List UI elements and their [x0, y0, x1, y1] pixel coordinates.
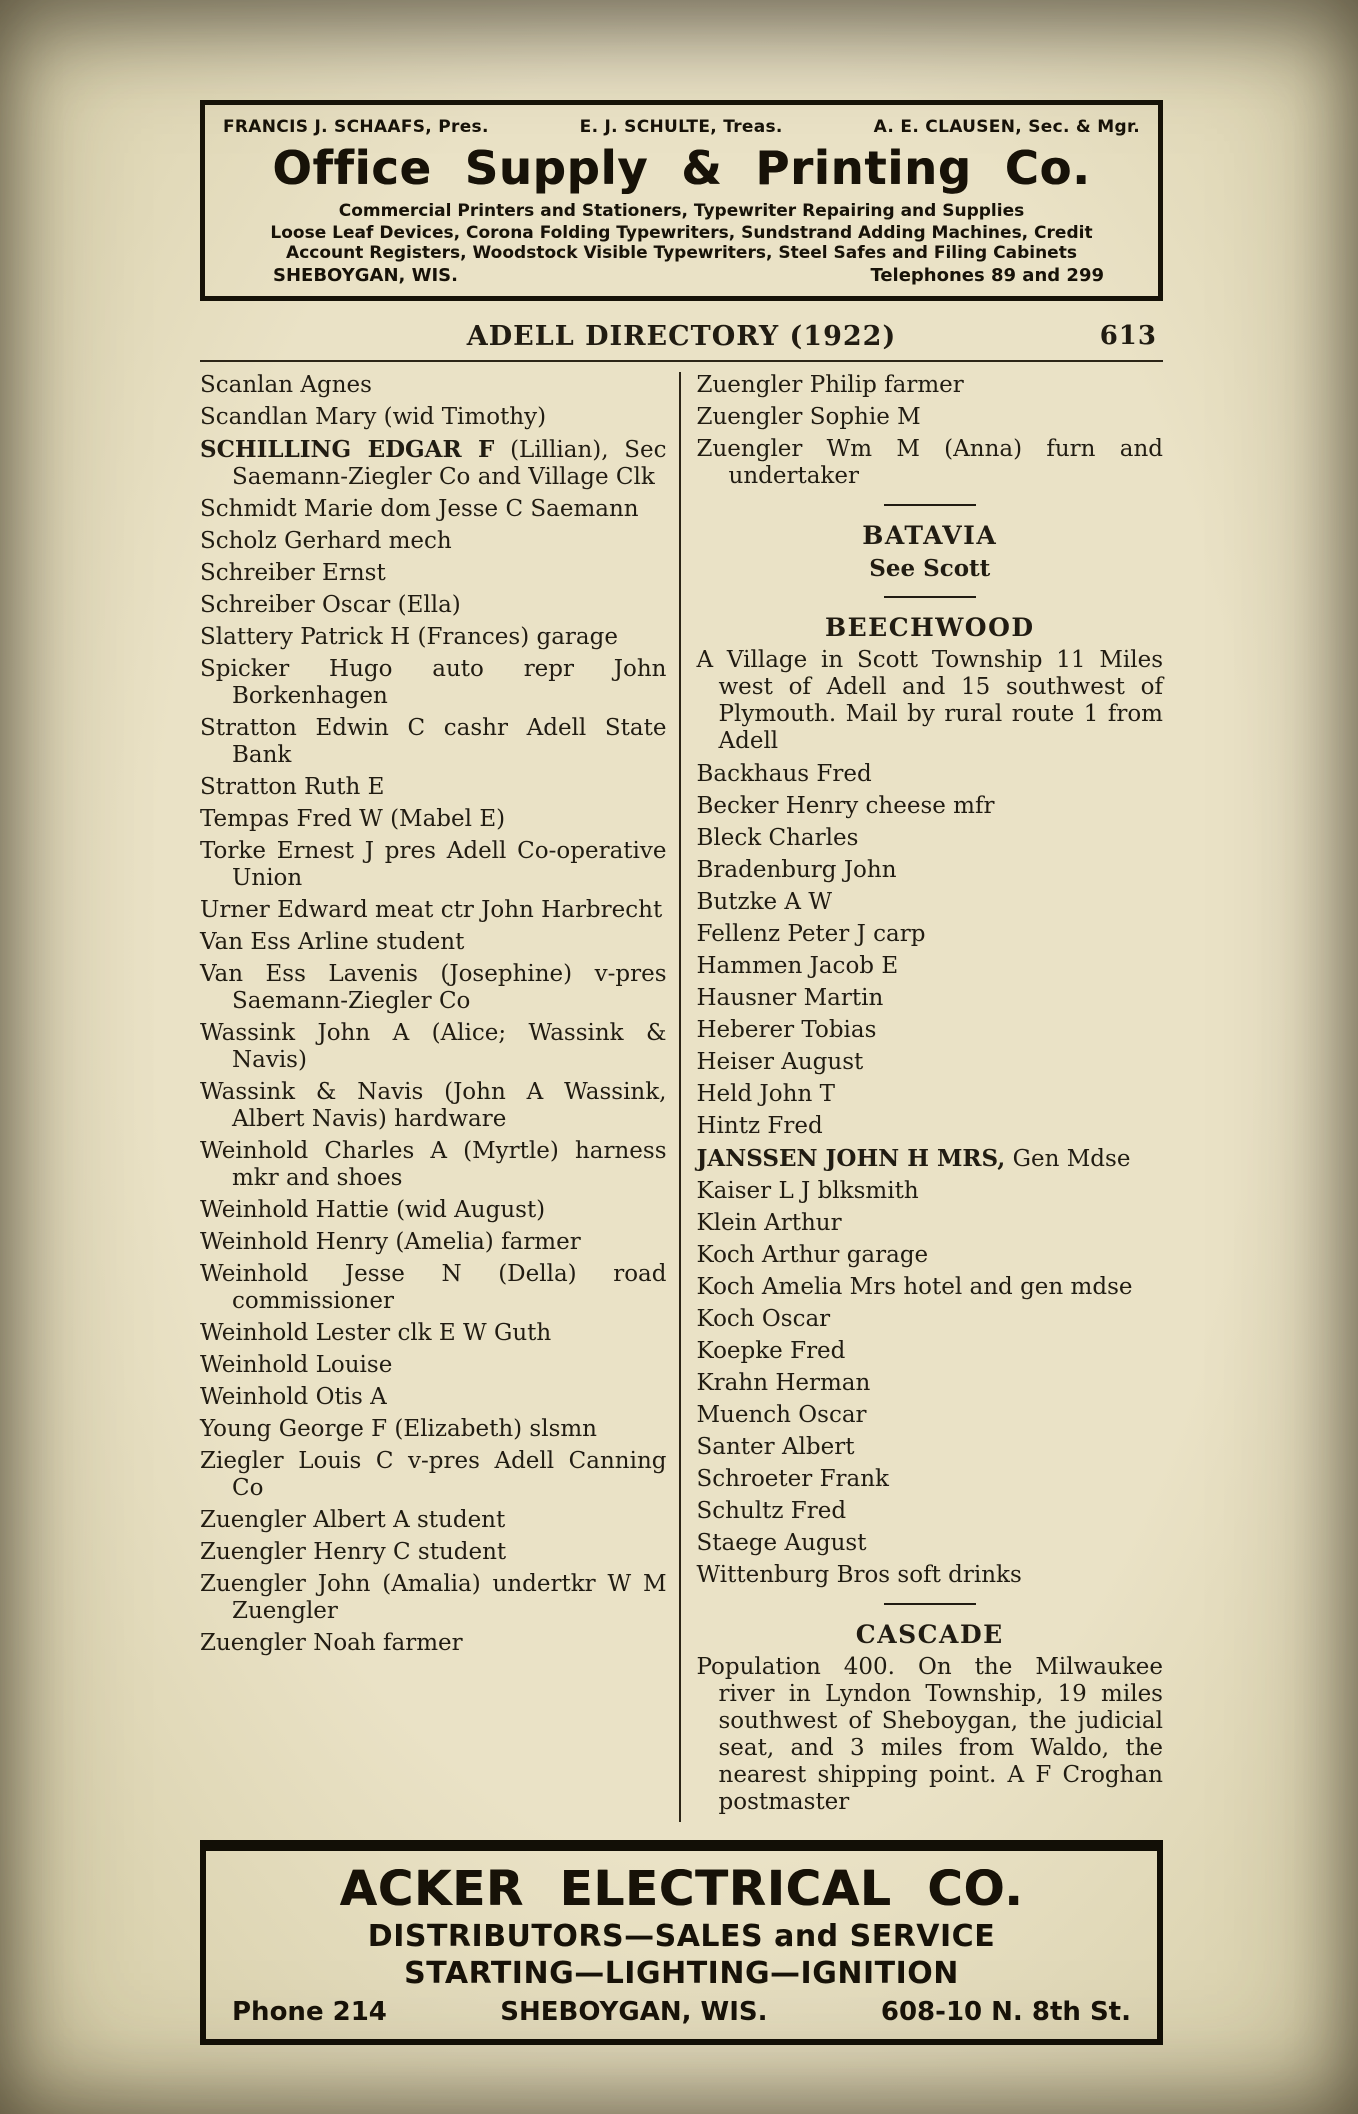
- entry-bold-name: JANSSEN JOHN H MRS,: [696, 1145, 1006, 1172]
- directory-entry: Wittenburg Bros soft drinks: [696, 1562, 1022, 1588]
- section-heading: BEECHWOOD: [824, 613, 1035, 642]
- directory-entry: Koepke Fred: [696, 1338, 846, 1364]
- directory-entry: Urner Edward meat ctr John Harbrecht: [200, 897, 663, 923]
- directory-entry: Slattery Patrick H (Frances) garage: [200, 624, 618, 650]
- directory-entry: Weinhold Lester clk E W Guth: [200, 1320, 552, 1346]
- directory-columns: [200, 360, 1163, 1822]
- page-title: ADELL DIRECTORY (1922): [466, 321, 897, 352]
- section-heading: CASCADE: [855, 1620, 1004, 1649]
- top-ad-officer-center: E. J. SCHULTE, Treas.: [579, 117, 783, 137]
- directory-entry: Zuengler John (Amalia) undertkr W M Zuengler: [200, 1571, 667, 1624]
- top-ad-city: SHEBOYGAN, WIS.: [273, 265, 458, 286]
- top-ad-office-supply: [200, 100, 1163, 301]
- directory-entry: Torke Ernest J pres Adell Co-operative Union: [200, 838, 667, 891]
- directory-entry: Zuengler Philip farmer: [696, 372, 964, 398]
- directory-entry: Hammen Jacob E: [696, 953, 899, 979]
- entry-bold-name: SCHILLING EDGAR F: [200, 436, 495, 463]
- bottom-ad-bottom-row: [226, 1997, 1137, 2027]
- directory-entry: Wassink & Navis (John A Wassink, Albert Navis) hardware: [200, 1079, 667, 1132]
- directory-entry: Weinhold Otis A: [200, 1384, 387, 1410]
- directory-entry: Scandlan Mary (wid Timothy): [200, 404, 547, 430]
- directory-entry: Weinhold Louise: [200, 1352, 393, 1378]
- directory-entry: Staege August: [696, 1530, 867, 1556]
- section-divider: [884, 1603, 976, 1605]
- directory-entry: Klein Arthur: [696, 1210, 842, 1236]
- bottom-ad-title: ACKER ELECTRICAL CO.: [339, 1861, 1024, 1917]
- directory-entry: Butzke A W: [696, 889, 832, 915]
- directory-column-right: [679, 372, 1164, 1822]
- directory-entry: Zuengler Sophie M: [696, 404, 921, 430]
- directory-entry: Zuengler Albert A student: [200, 1507, 506, 1533]
- directory-entry: Van Ess Lavenis (Josephine) v-pres Saemann-Ziegler Co: [200, 961, 667, 1014]
- directory-entry: Weinhold Jesse N (Della) road commissioner: [200, 1261, 667, 1314]
- directory-entry: Van Ess Arline student: [200, 929, 465, 955]
- directory-entry: Ziegler Louis C v-pres Adell Canning Co: [200, 1448, 667, 1501]
- section-divider: [884, 596, 976, 598]
- top-ad-title: Office Supply & Printing Co.: [272, 141, 1091, 195]
- directory-entry: Weinhold Henry (Amelia) farmer: [200, 1229, 581, 1255]
- top-ad-bottom-row: [223, 265, 1140, 286]
- running-head: [200, 321, 1163, 352]
- directory-entry: Weinhold Charles A (Myrtle) harness mkr and shoes: [200, 1138, 667, 1191]
- directory-entry: Scholz Gerhard mech: [200, 528, 452, 554]
- bottom-ad-address: 608-10 N. 8th St.: [880, 1997, 1131, 2027]
- directory-entry: Hintz Fred: [696, 1113, 823, 1139]
- directory-entry: Schroeter Frank: [696, 1466, 889, 1492]
- bottom-ad-phone: Phone 214: [232, 1997, 387, 2027]
- directory-entry: Heiser August: [696, 1049, 864, 1075]
- directory-entry: SCHILLING EDGAR F (Lillian), Sec Saemann-Ziegler Co and Village Clk: [200, 436, 667, 490]
- directory-entry: Bleck Charles: [696, 825, 859, 851]
- directory-entry: Wassink John A (Alice; Wassink & Navis): [200, 1020, 667, 1073]
- directory-entry: Hausner Martin: [696, 985, 884, 1011]
- directory-entry: Young George F (Elizabeth) slsmn: [200, 1416, 597, 1442]
- directory-entry: Santer Albert: [696, 1434, 855, 1460]
- directory-column-left: [200, 372, 679, 1822]
- directory-entry: Schmidt Marie dom Jesse C Saemann: [200, 496, 639, 522]
- section-paragraph: Population 400. On the Milwaukee river in Lyndon Township, 19 miles southwest of Sheboygan, the judicial seat, and 3 miles from Waldo, the nearest shipping point. A F Croghan postmaster: [696, 1654, 1163, 1815]
- directory-entry: Fellenz Peter J carp: [696, 921, 926, 947]
- section-heading: BATAVIA: [862, 521, 998, 550]
- directory-entry: Koch Amelia Mrs hotel and gen mdse: [696, 1274, 1133, 1300]
- directory-entry: Heberer Tobias: [696, 1017, 877, 1043]
- directory-entry: Zuengler Noah farmer: [200, 1630, 463, 1656]
- directory-entry: Koch Arthur garage: [696, 1242, 929, 1268]
- directory-entry: Weinhold Hattie (wid August): [200, 1197, 546, 1223]
- directory-entry: Held John T: [696, 1081, 835, 1107]
- directory-entry: Zuengler Wm M (Anna) furn and undertaker: [696, 436, 1163, 489]
- directory-entry: Zuengler Henry C student: [200, 1539, 507, 1565]
- bottom-ad-line2: STARTING—LIGHTING—IGNITION: [404, 1956, 959, 1991]
- directory-entry: Schreiber Ernst: [200, 560, 386, 586]
- directory-entry: Spicker Hugo auto repr John Borkenhagen: [200, 656, 667, 709]
- bottom-ad-acker-electrical: [200, 1840, 1163, 2045]
- bottom-ad-line1: DISTRIBUTORS—SALES and SERVICE: [367, 1919, 996, 1954]
- directory-entry: Backhaus Fred: [696, 761, 872, 787]
- directory-entry: Bradenburg John: [696, 857, 897, 883]
- top-ad-tagline: Commercial Printers and Stationers, Typewriter Repairing and Supplies: [338, 201, 1025, 221]
- section-subheading: See Scott: [869, 555, 991, 582]
- directory-entry: JANSSEN JOHN H MRS, Gen Mdse: [696, 1145, 1131, 1172]
- bottom-ad-city: SHEBOYGAN, WIS.: [500, 1997, 768, 2027]
- directory-entry: Scanlan Agnes: [200, 372, 372, 398]
- directory-entry: Koch Oscar: [696, 1306, 831, 1332]
- top-ad-phones: Telephones 89 and 299: [870, 265, 1104, 286]
- directory-entry: Krahn Herman: [696, 1370, 871, 1396]
- directory-entry: Stratton Edwin C cashr Adell State Bank: [200, 715, 667, 768]
- directory-entry: Schreiber Oscar (Ella): [200, 592, 461, 618]
- section-divider: [884, 504, 976, 506]
- top-ad-officers-line: [223, 117, 1140, 137]
- directory-entry: Stratton Ruth E: [200, 774, 385, 800]
- top-ad-officer-left: FRANCIS J. SCHAAFS, Pres.: [223, 117, 489, 137]
- top-ad-officer-right: A. E. CLAUSEN, Sec. & Mgr.: [873, 117, 1140, 137]
- directory-entry: Kaiser L J blksmith: [696, 1178, 919, 1204]
- top-ad-services: Loose Leaf Devices, Corona Folding Typewriters, Sundstrand Adding Machines, Credit Account Registers, Woodstock Visible Typewriters, Steel Safes and Filing Cabinets: [270, 223, 1093, 263]
- directory-entry: Muench Oscar: [696, 1402, 867, 1428]
- directory-entry: Tempas Fred W (Mabel E): [200, 806, 506, 832]
- directory-entry: Schultz Fred: [696, 1498, 847, 1524]
- section-paragraph: A Village in Scott Township 11 Miles west of Adell and 15 southwest of Plymouth. Mail by rural route 1 from Adell: [696, 647, 1163, 754]
- directory-entry: Becker Henry cheese mfr: [696, 793, 995, 819]
- page-number: 613: [1099, 321, 1157, 351]
